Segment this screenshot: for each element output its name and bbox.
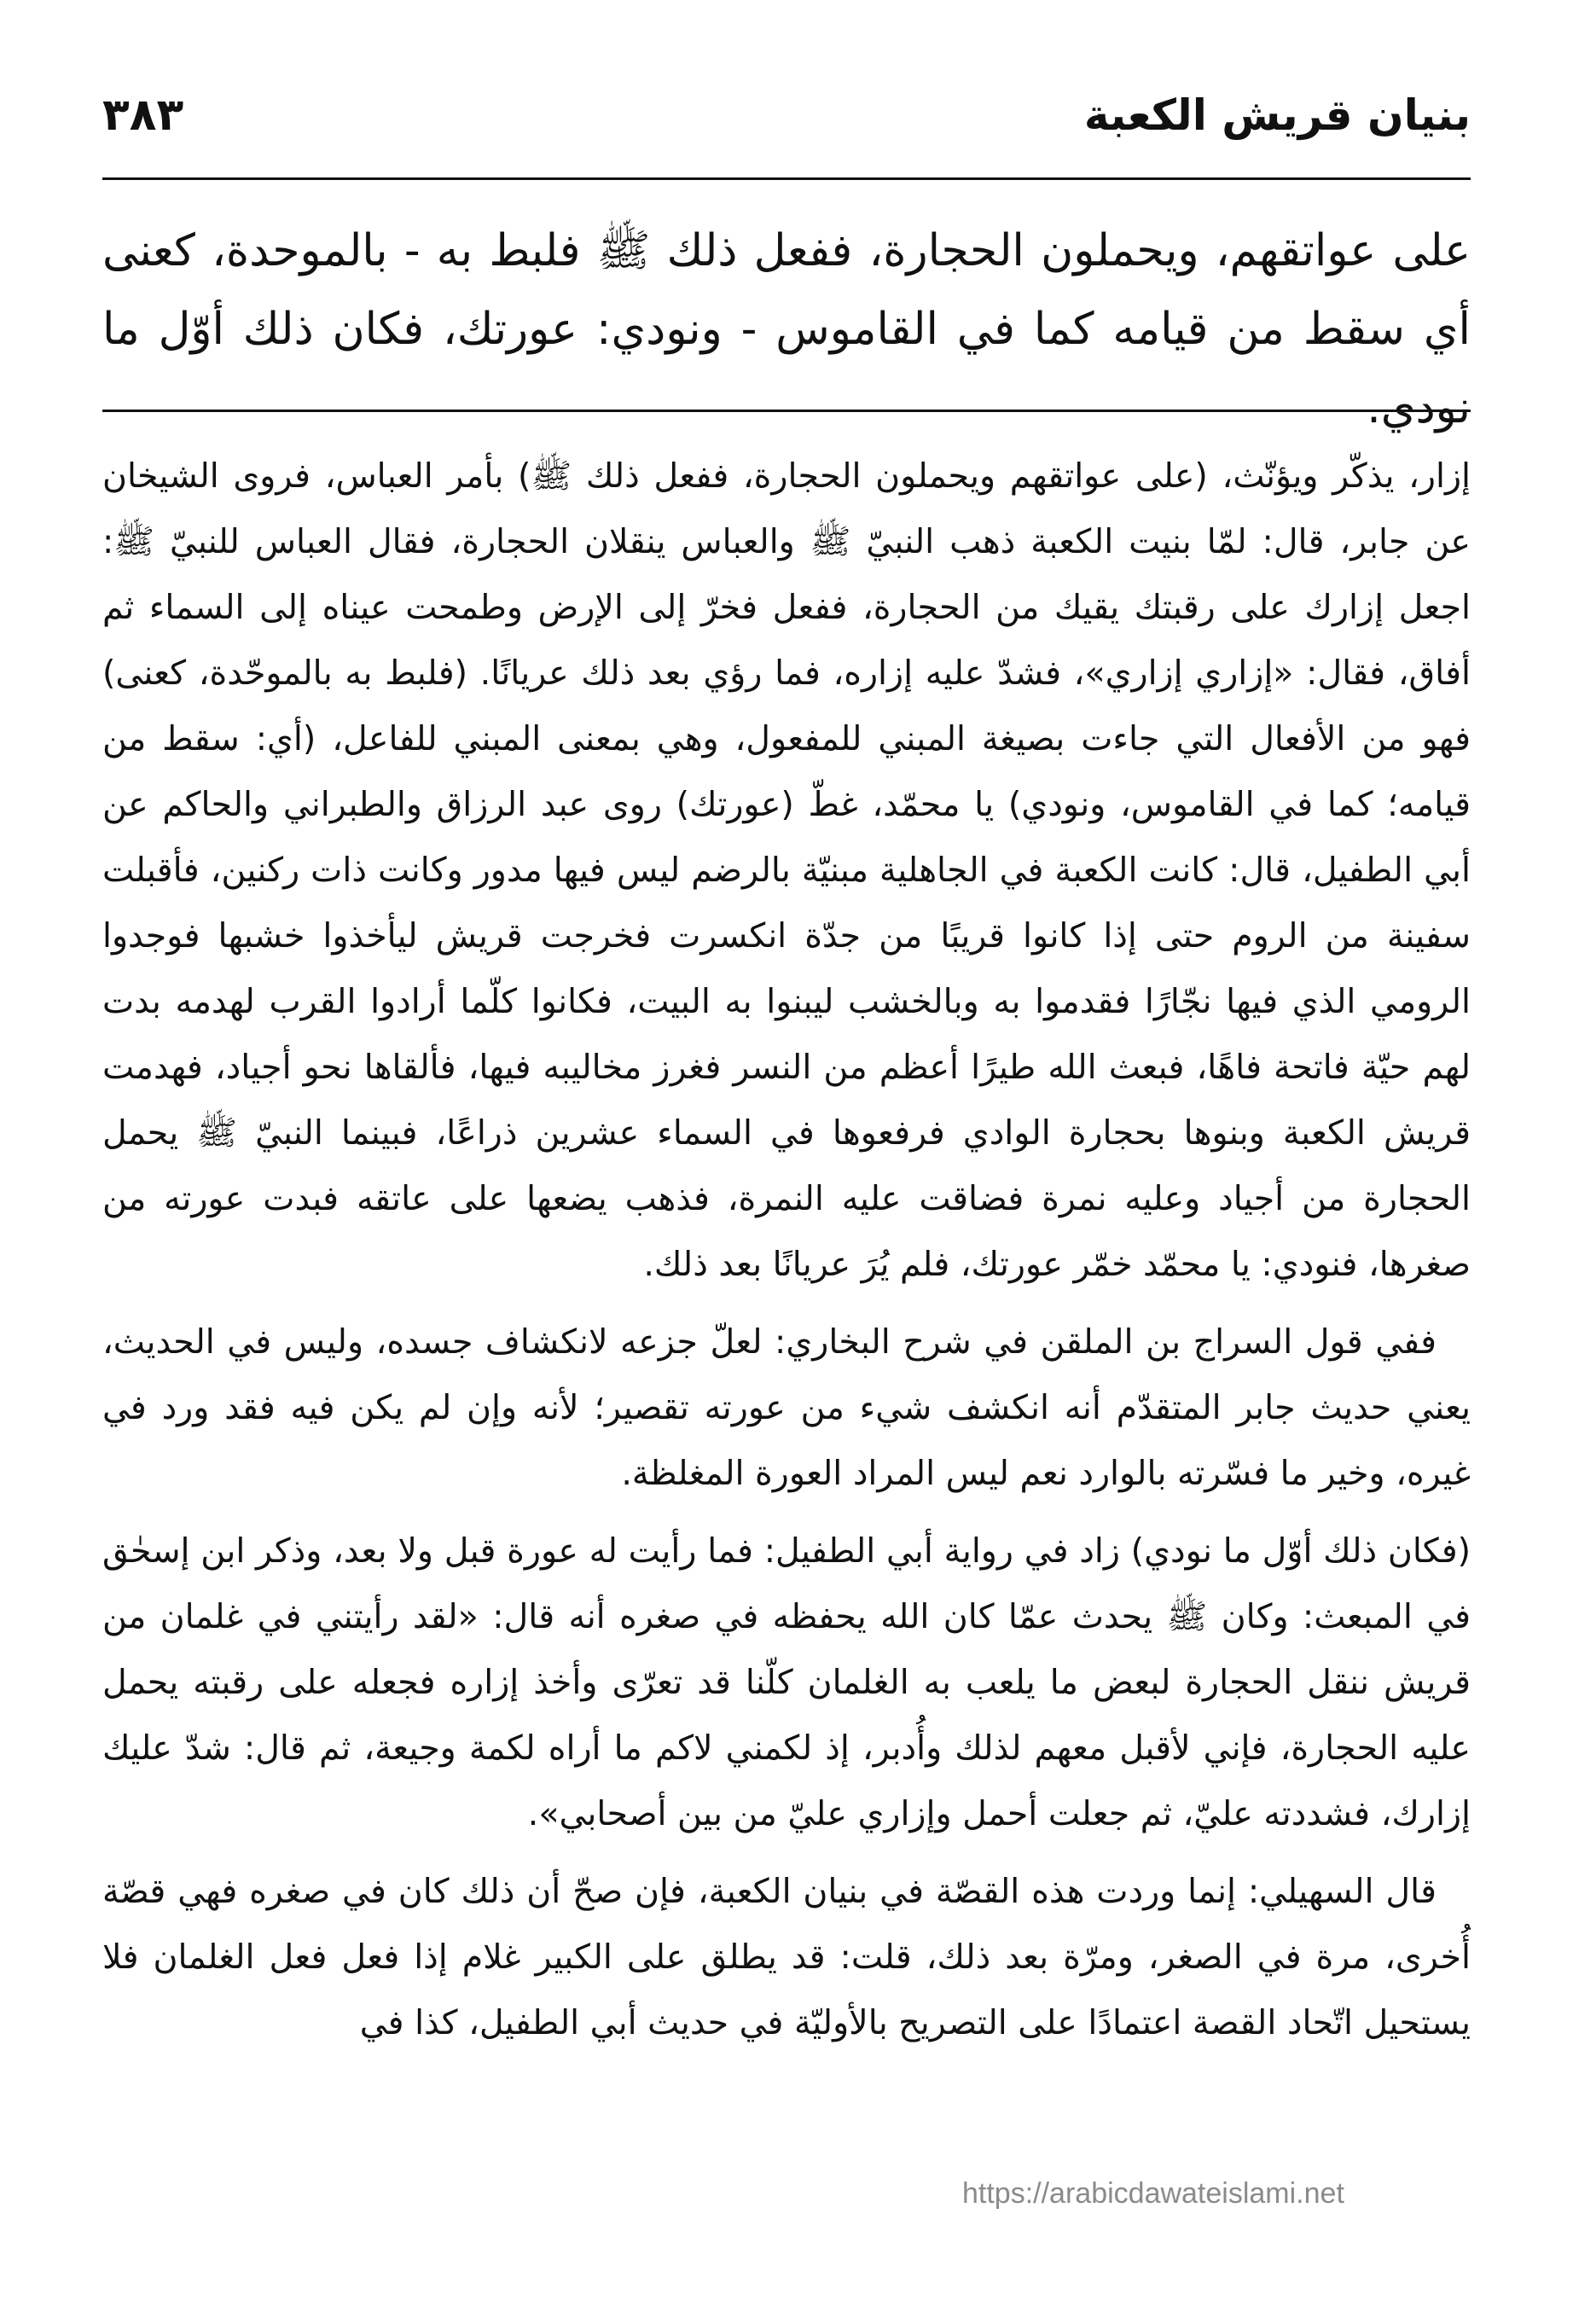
header-divider bbox=[102, 177, 1471, 180]
chapter-title: بنيان قريش الكعبة bbox=[1083, 90, 1471, 140]
commentary-paragraph: إزار، يذكّر ويؤنّث، (على عواتقهم ويحملون الحجارة، ففعل ذلك ﷺ) بأمر العباس، فروى الشيخان عن جابر، قال: لمّا بنيت الكعبة ذهب النبيّ ﷺ والعباس ينقلان الحجارة، فقال العباس للنبيّ ﷺ: اجعل إزارك على رقبتك يقيك من الحجارة، ففعل فخرّ إلى الإرض وطمحت عيناه إلى السماء ثم أفاق، فقال: «إزاري إزاري»، فشدّ عليه إزاره، فما رؤي بعد ذلك عريانًا. (فلبط به بالموحّدة، كعنى) فهو من الأفعال التي جاءت بصيغة المبني للمفعول، وهي بمعنى المبني للفاعل، (أي: سقط من قيامه؛ كما في القاموس، ونودي) يا محمّد، غطّ (عورتك) روى عبد الرزاق والطبراني والحاكم عن أبي الطفيل، قال: كانت الكعبة في الجاهلية مبنيّة بالرضم ليس فيها مدور وكانت ذات ركنين، فأقبلت سفينة من الروم حتى إذا كانوا قريبًا من جدّة انكسرت فخرجت قريش ليأخذوا خشبها فوجدوا الرومي الذي فيها نجّارًا فقدموا به وبالخشب ليبنوا به البيت، فكانوا كلّما أرادوا القرب لهدمه بدت لهم حيّة فاتحة فاهًا، فبعث الله طيرًا أعظم من النسر فغرز مخاليبه فيها، فألقاها نحو أجياد، فهدمت قريش الكعبة وبنوها بحجارة الوادي فرفعوها في السماء عشرين ذراعًا، فبينما النبيّ ﷺ يحمل الحجارة من أجياد وعليه نمرة فضاقت عليه النمرة، فذهب يضعها على عاتقه فبدت عورته من صغرها، فنودي: يا محمّد خمّر عورتك، فلم يُرَ عريانًا بعد ذلك. bbox=[102, 456, 1471, 1284]
commentary-paragraph: (فكان ذلك أوّل ما نودي) زاد في رواية أبي الطفيل: فما رأيت له عورة قبل ولا بعد، وذكر ابن إسحٰق في المبعث: وكان ﷺ يحدث عمّا كان الله يحفظه في صغره أنه قال: «لقد رأيتني في غلمان من قريش ننقل الحجارة لبعض ما يلعب به الغلمان كلّنا قد تعرّى وأخذ إزاره فجعله على رقبته يحمل عليه الحجارة، فإني لأقبل معهم لذلك وأُدبر، إذ لكمني لاكم ما أراه لكمة وجيعة، ثم قال: شدّ عليك إزارك، فشددته عليّ، ثم جعلت أحمل وإزاري عليّ من بين أصحابي». bbox=[102, 1531, 1471, 1833]
commentary-paragraph: قال السهيلي: إنما وردت هذه القصّة في بنيان الكعبة، فإن صحّ أن ذلك كان في صغره فهي قصّة أُخرى، مرة في الصغر، ومرّة بعد ذلك، قلت: قد يطلق على الكبير غلام إذا فعل فعل الغلمان فلا يستحيل اتّحاد القصة اعتمادًا على التصريح بالأوليّة في حديث أبي الطفيل، كذا في bbox=[102, 1872, 1471, 2042]
main-text: على عواتقهم، ويحملون الحجارة، ففعل ذلك ﷺ فلبط به - بالموحدة، كعنى أي سقط من قيامه كما في القاموس - ونودي: عورتك، فكان ذلك أوّل ما نودي. bbox=[102, 225, 1471, 433]
commentary-divider bbox=[102, 410, 1471, 412]
commentary-text bbox=[102, 444, 1471, 2068]
watermark-url: https://arabicdawateislami.net bbox=[962, 2177, 1344, 2210]
running-header bbox=[102, 81, 1471, 149]
page-number: ٣٨٣ bbox=[102, 90, 184, 141]
commentary-paragraph: ففي قول السراج بن الملقن في شرح البخاري: لعلّ جزعه لانكشاف جسده، وليس في الحديث، يعني حديث جابر المتقدّم أنه انكشف شيء من عورته تقصير؛ لأنه وإن لم يكن فيه فقد ورد في غيره، وخير ما فسّرته بالوارد نعم ليس المراد العورة المغلظة. bbox=[102, 1322, 1471, 1493]
